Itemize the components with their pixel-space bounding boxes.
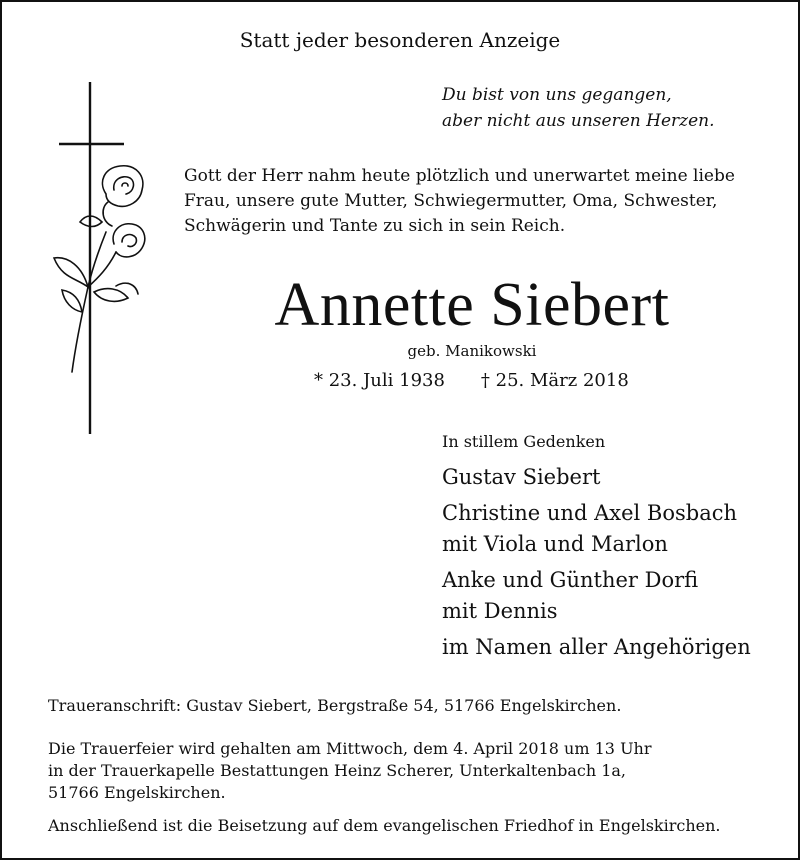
- ceremony-line-1: Die Trauerfeier wird gehalten am Mittwoch, dem 4. April 2018 um 13 Uhr: [48, 739, 652, 758]
- deceased-name: Annette Siebert: [274, 271, 670, 339]
- mourners-label: In stillem Gedenken: [442, 432, 606, 451]
- mourner-group: [442, 498, 751, 560]
- cross-icon: [42, 82, 162, 442]
- life-dates: [314, 370, 629, 391]
- born-name: geb. Manikowski: [407, 342, 537, 360]
- birth-date: * 23. Juli 1938: [314, 370, 445, 391]
- ceremony-line-2: in der Trauerkapelle Bestattungen Heinz Scherer, Unterkaltenbach 1a,: [48, 761, 627, 780]
- intro-line-3: Schwägerin und Tante zu sich in sein Reich.: [184, 216, 566, 236]
- ceremony-info: [48, 738, 652, 804]
- mourner-group: [442, 462, 751, 493]
- mourner-line: Christine und Axel Bosbach: [442, 501, 738, 525]
- mourners-list: [442, 462, 751, 668]
- mourner-line: im Namen aller Angehörigen: [442, 635, 751, 659]
- intro-line-1: Gott der Herr nahm heute plötzlich und unerwartet meine liebe: [184, 166, 735, 186]
- mourner-line: mit Viola und Marlon: [442, 532, 668, 556]
- mourner-group: [442, 565, 751, 627]
- mourner-line: Anke und Günther Dorfi: [442, 568, 699, 592]
- rose-icon: [54, 166, 145, 372]
- mourner-group: [442, 632, 751, 663]
- motto-line-2: aber nicht aus unseren Herzen.: [442, 111, 715, 131]
- mourner-line: mit Dennis: [442, 599, 558, 623]
- mourning-address: Traueranschrift: Gustav Siebert, Bergstraße 54, 51766 Engelskirchen.: [48, 696, 622, 715]
- mourner-line: Gustav Siebert: [442, 465, 601, 489]
- burial-info: Anschließend ist die Beisetzung auf dem evangelischen Friedhof in Engelskirchen.: [48, 816, 721, 835]
- intro-line-2: Frau, unsere gute Mutter, Schwiegermutter, Oma, Schwester,: [184, 191, 718, 211]
- death-date: † 25. März 2018: [480, 370, 629, 391]
- intro-text: [184, 164, 735, 239]
- notice-header: Statt jeder besonderen Anzeige: [239, 28, 561, 52]
- motto-quote: [442, 82, 715, 134]
- motto-line-1: Du bist von uns gegangen,: [442, 85, 672, 105]
- ceremony-line-3: 51766 Engelskirchen.: [48, 783, 226, 802]
